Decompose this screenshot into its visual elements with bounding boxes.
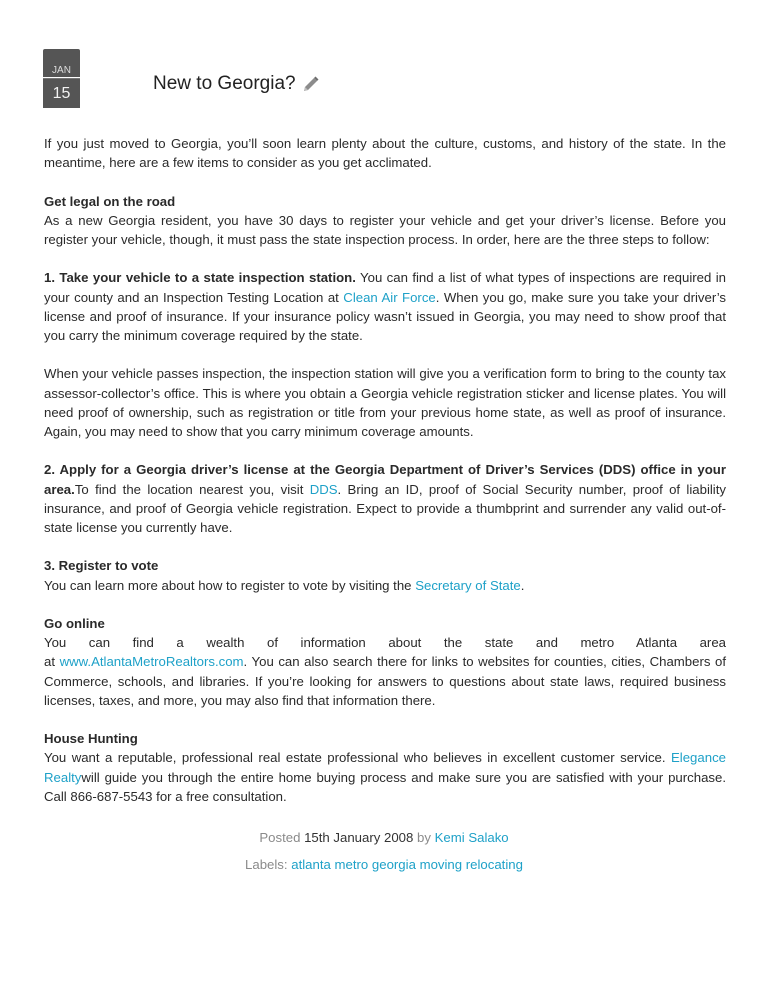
post-labels [0, 857, 768, 872]
label-link[interactable]: atlanta [291, 857, 331, 872]
house-heading: House Hunting [44, 731, 138, 747]
step1-text-a: You can find a list of what types of inspections are required in your county and an Inspection Testing Location at [44, 270, 726, 305]
house-text-a: You want a reputable, professional real estate professional who believes in excellent customer service. [44, 750, 671, 766]
online-text-b: . You can also search there for links to websites for counties, cities, Chambers of Commerce, schools, and libraries. If you’re looking for answers to questions about state laws, required business licenses, taxes, and more, you may also find that information there. [44, 654, 726, 708]
posted-date[interactable]: 15th January 2008 [304, 830, 414, 845]
author-link[interactable]: Kemi Salako [434, 830, 509, 845]
house-text-b: will guide you through the entire home buying process and make sure you are satisfied with your purchase. Call 866-687-5543 for a free consultation. [44, 769, 726, 804]
date-badge [43, 49, 80, 108]
date-month: JAN [43, 49, 80, 77]
post-title-text[interactable]: New to Georgia? [153, 73, 296, 94]
labels-label: Labels: [245, 857, 288, 872]
post-body [44, 134, 726, 806]
legal-heading: Get legal on the road [44, 193, 176, 209]
step2-text-b: . Bring an ID, proof of Social Security number, proof of liability insurance, and proof of Georgia vehicle registration. Expect to provide a thumbprint and surrender any valid out-of-state license you currently have. [44, 481, 726, 535]
label-link[interactable]: moving [419, 857, 463, 872]
legal-section [44, 192, 726, 250]
step1-text-b: . When you go, make sure you take your driver’s license and proof of insurance. If your insurance policy wasn’t issued in Georgia, you may need to show proof that you carry the minimum coverage required by the state. [44, 289, 726, 343]
pencil-icon[interactable] [302, 75, 320, 93]
online-heading: Go online [44, 615, 105, 631]
post-meta [0, 830, 768, 845]
label-link[interactable]: relocating [465, 857, 523, 872]
step3-section [44, 556, 726, 594]
legal-body: As a new Georgia resident, you have 30 days to register your vehicle and get your driver’s license. Before you register your vehicle, though, it must pass the state inspection process. In order, here are the three steps to follow: [44, 212, 726, 247]
post-title [153, 73, 320, 95]
step2-text-a: To find the location nearest you, visit [74, 481, 310, 497]
atlanta-metro-realtors-link[interactable]: www.AtlantaMetroRealtors.com [59, 654, 244, 670]
step3-heading: 3. Register to vote [44, 558, 159, 574]
intro-paragraph: If you just moved to Georgia, you’ll soon learn plenty about the culture, customs, and history of the state. In the meantime, here are a few items to consider as you get acclimated. [44, 136, 726, 171]
step2-paragraph [44, 460, 726, 537]
secretary-of-state-link[interactable]: Secretary of State [415, 577, 521, 593]
date-day: 15 [43, 78, 80, 108]
elegance-realty-link[interactable]: Elegance Realty [44, 750, 726, 785]
house-section [44, 729, 726, 806]
online-text-a: at [44, 654, 60, 670]
dds-link[interactable]: DDS [309, 481, 338, 497]
step2-lead: 2. Apply for a Georgia driver’s license at the Georgia Department of Driver’s Services (DDS) office in your area. [44, 462, 726, 497]
online-section [44, 614, 726, 710]
label-link[interactable]: georgia [371, 857, 416, 872]
by-label: by [417, 830, 431, 845]
posted-label: Posted [259, 830, 301, 845]
inspection-paragraph: When your vehicle passes inspection, the inspection station will give you a verification form to bring to the county tax assessor-collector’s office. This is where you obtain a Georgia vehicle registration sticker and license plates. You will need proof of ownership, such as registration or title from your previous home state, as well as proof of insurance. Again, you may need to show that you carry minimum coverage amounts. [44, 366, 726, 439]
step1-lead: 1. Take your vehicle to a state inspection station. [44, 270, 356, 286]
step3-text-b: . [520, 577, 525, 593]
label-link[interactable]: metro [334, 857, 369, 872]
step3-text-a: You can learn more about how to register to vote by visiting the [44, 577, 416, 593]
clean-air-force-link[interactable]: Clean Air Force [343, 289, 436, 305]
online-line1: You can find a wealth of information about the state and metro Atlanta area [44, 635, 726, 651]
step1-paragraph [44, 268, 726, 345]
